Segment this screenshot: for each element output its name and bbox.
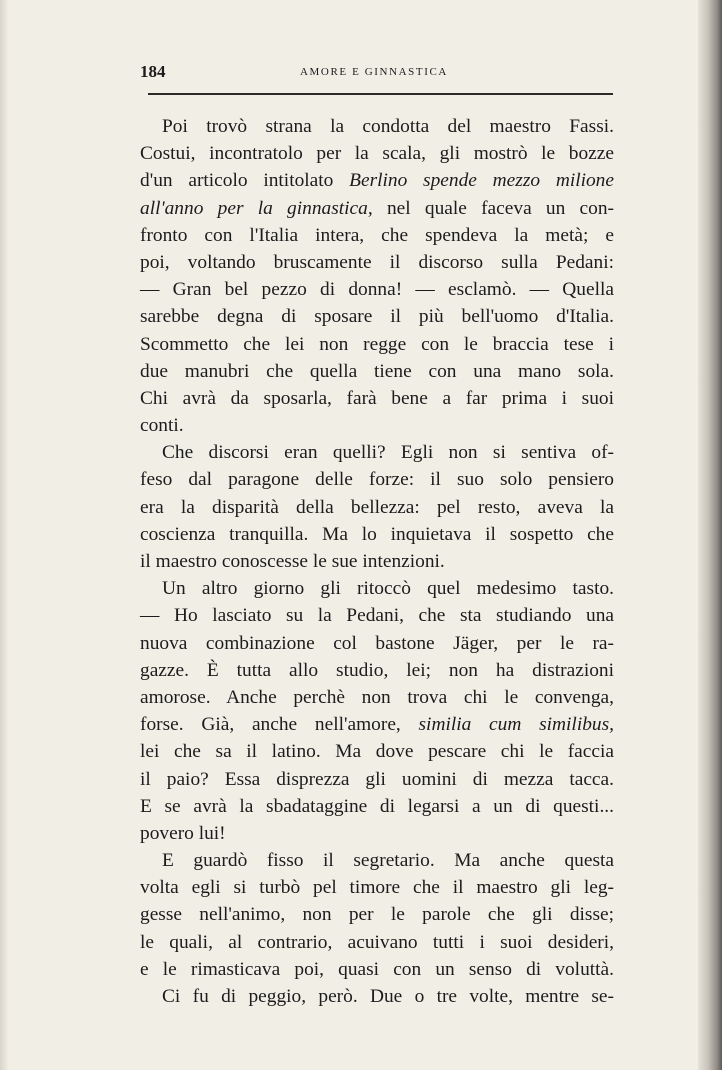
text-segment: nuova combinazione col bastone Jäger, per le ra- <box>140 632 614 654</box>
text-segment: due manubri che quella tiene con una mano sola. <box>140 360 614 382</box>
text-line <box>140 249 614 276</box>
text-line <box>140 575 614 602</box>
text-line <box>140 684 614 711</box>
text-line <box>140 167 614 194</box>
running-title: AMORE E GINNASTICA <box>300 66 448 78</box>
text-line <box>140 521 614 548</box>
text-line <box>140 983 614 1010</box>
text-line <box>140 358 614 385</box>
body-text <box>140 113 614 1010</box>
text-line <box>140 412 614 439</box>
text-segment: lei che sa il latino. Ma dove pescare chi le faccia <box>140 741 614 763</box>
text-segment: Chi avrà da sposarla, farà bene a far prima i suoi <box>140 387 614 409</box>
text-segment: volta egli si turbò pel timore che il maestro gli leg- <box>140 877 614 899</box>
text-segment: povero lui! <box>140 822 226 844</box>
text-segment: Un altro giorno gli ritoccò quel medesimo tasto. <box>162 578 614 600</box>
text-segment: — Ho lasciato su la Pedani, che sta studiando una <box>140 605 614 627</box>
text-segment: feso dal paragone delle forze: il suo solo pensiero <box>140 469 614 491</box>
page-number: 184 <box>140 62 166 81</box>
text-line <box>140 494 614 521</box>
text-segment: — Gran bel pezzo di donna! — esclamò. — Quella <box>140 279 614 301</box>
text-segment: forse. Già, anche nell'amore, <box>140 714 419 736</box>
text-line <box>140 602 614 629</box>
text-line <box>140 820 614 847</box>
text-segment: E guardò fisso il segretario. Ma anche questa <box>162 850 614 872</box>
text-segment: gesse nell'animo, non per le parole che gli disse; <box>140 904 614 926</box>
text-line <box>140 331 614 358</box>
italic-title: similia cum similibus, <box>418 714 614 736</box>
text-line <box>140 113 614 140</box>
text-segment: gazze. È tutta allo studio, lei; non ha distrazioni <box>140 659 614 681</box>
text-segment: le quali, al contrario, acuivano tutti i suoi desideri, <box>140 931 614 953</box>
text-line <box>140 140 614 167</box>
text-line <box>140 466 614 493</box>
text-line <box>140 766 614 793</box>
italic-title: all'anno per la ginnastica, <box>140 197 373 219</box>
text-line <box>140 303 614 330</box>
text-line <box>140 901 614 928</box>
text-line <box>140 874 614 901</box>
text-segment: Scommetto che lei non regge con le braccia tese i <box>140 333 614 355</box>
text-line <box>140 929 614 956</box>
text-segment: poi, voltando bruscamente il discorso sulla Pedani: <box>140 251 614 273</box>
text-line <box>140 385 614 412</box>
page-header <box>140 62 614 84</box>
text-segment: fronto con l'Italia intera, che spendeva la metà; e <box>140 224 614 246</box>
text-line <box>140 847 614 874</box>
text-segment: sarebbe degna di sposare il più bell'uomo d'Italia. <box>140 306 614 328</box>
page-binding-shadow <box>698 0 722 1070</box>
text-line <box>140 630 614 657</box>
text-line <box>140 711 614 738</box>
text-segment: Che discorsi eran quelli? Egli non si sentiva of- <box>162 442 614 464</box>
text-segment: il paio? Essa disprezza gli uomini di mezza tacca. <box>140 768 614 790</box>
text-line <box>140 276 614 303</box>
text-segment: Costui, incontratolo per la scala, gli mostrò le bozze <box>140 143 614 165</box>
text-segment: coscienza tranquilla. Ma lo inquietava il sospetto che <box>140 523 614 545</box>
text-segment: era la disparità della bellezza: pel resto, aveva la <box>140 496 614 518</box>
page-left-edge <box>0 0 8 1070</box>
text-line <box>140 222 614 249</box>
text-segment: amorose. Anche perchè non trova chi le convenga, <box>140 686 614 708</box>
text-segment: il maestro conoscesse le sue intenzioni. <box>140 551 445 572</box>
text-segment: Ci fu di peggio, però. Due o tre volte, mentre se- <box>162 986 614 1007</box>
text-segment: E se avrà la sbadataggine di legarsi a un di questi... <box>140 795 614 817</box>
text-line <box>140 956 614 983</box>
header-rule <box>148 93 613 95</box>
text-segment: conti. <box>140 415 184 437</box>
text-line <box>140 548 614 575</box>
text-line <box>140 738 614 765</box>
text-segment: d'un articolo intitolato <box>140 170 350 192</box>
text-line <box>140 657 614 684</box>
italic-title: Berlino spende mezzo milione <box>349 170 614 192</box>
text-line <box>140 195 614 222</box>
text-line <box>140 439 614 466</box>
text-segment: e le rimasticava poi, quasi con un senso di voluttà. <box>140 958 614 980</box>
text-segment: Poi trovò strana la condotta del maestro Fassi. <box>162 116 614 137</box>
text-segment: nel quale faceva un con- <box>372 197 615 219</box>
text-line <box>140 793 614 820</box>
